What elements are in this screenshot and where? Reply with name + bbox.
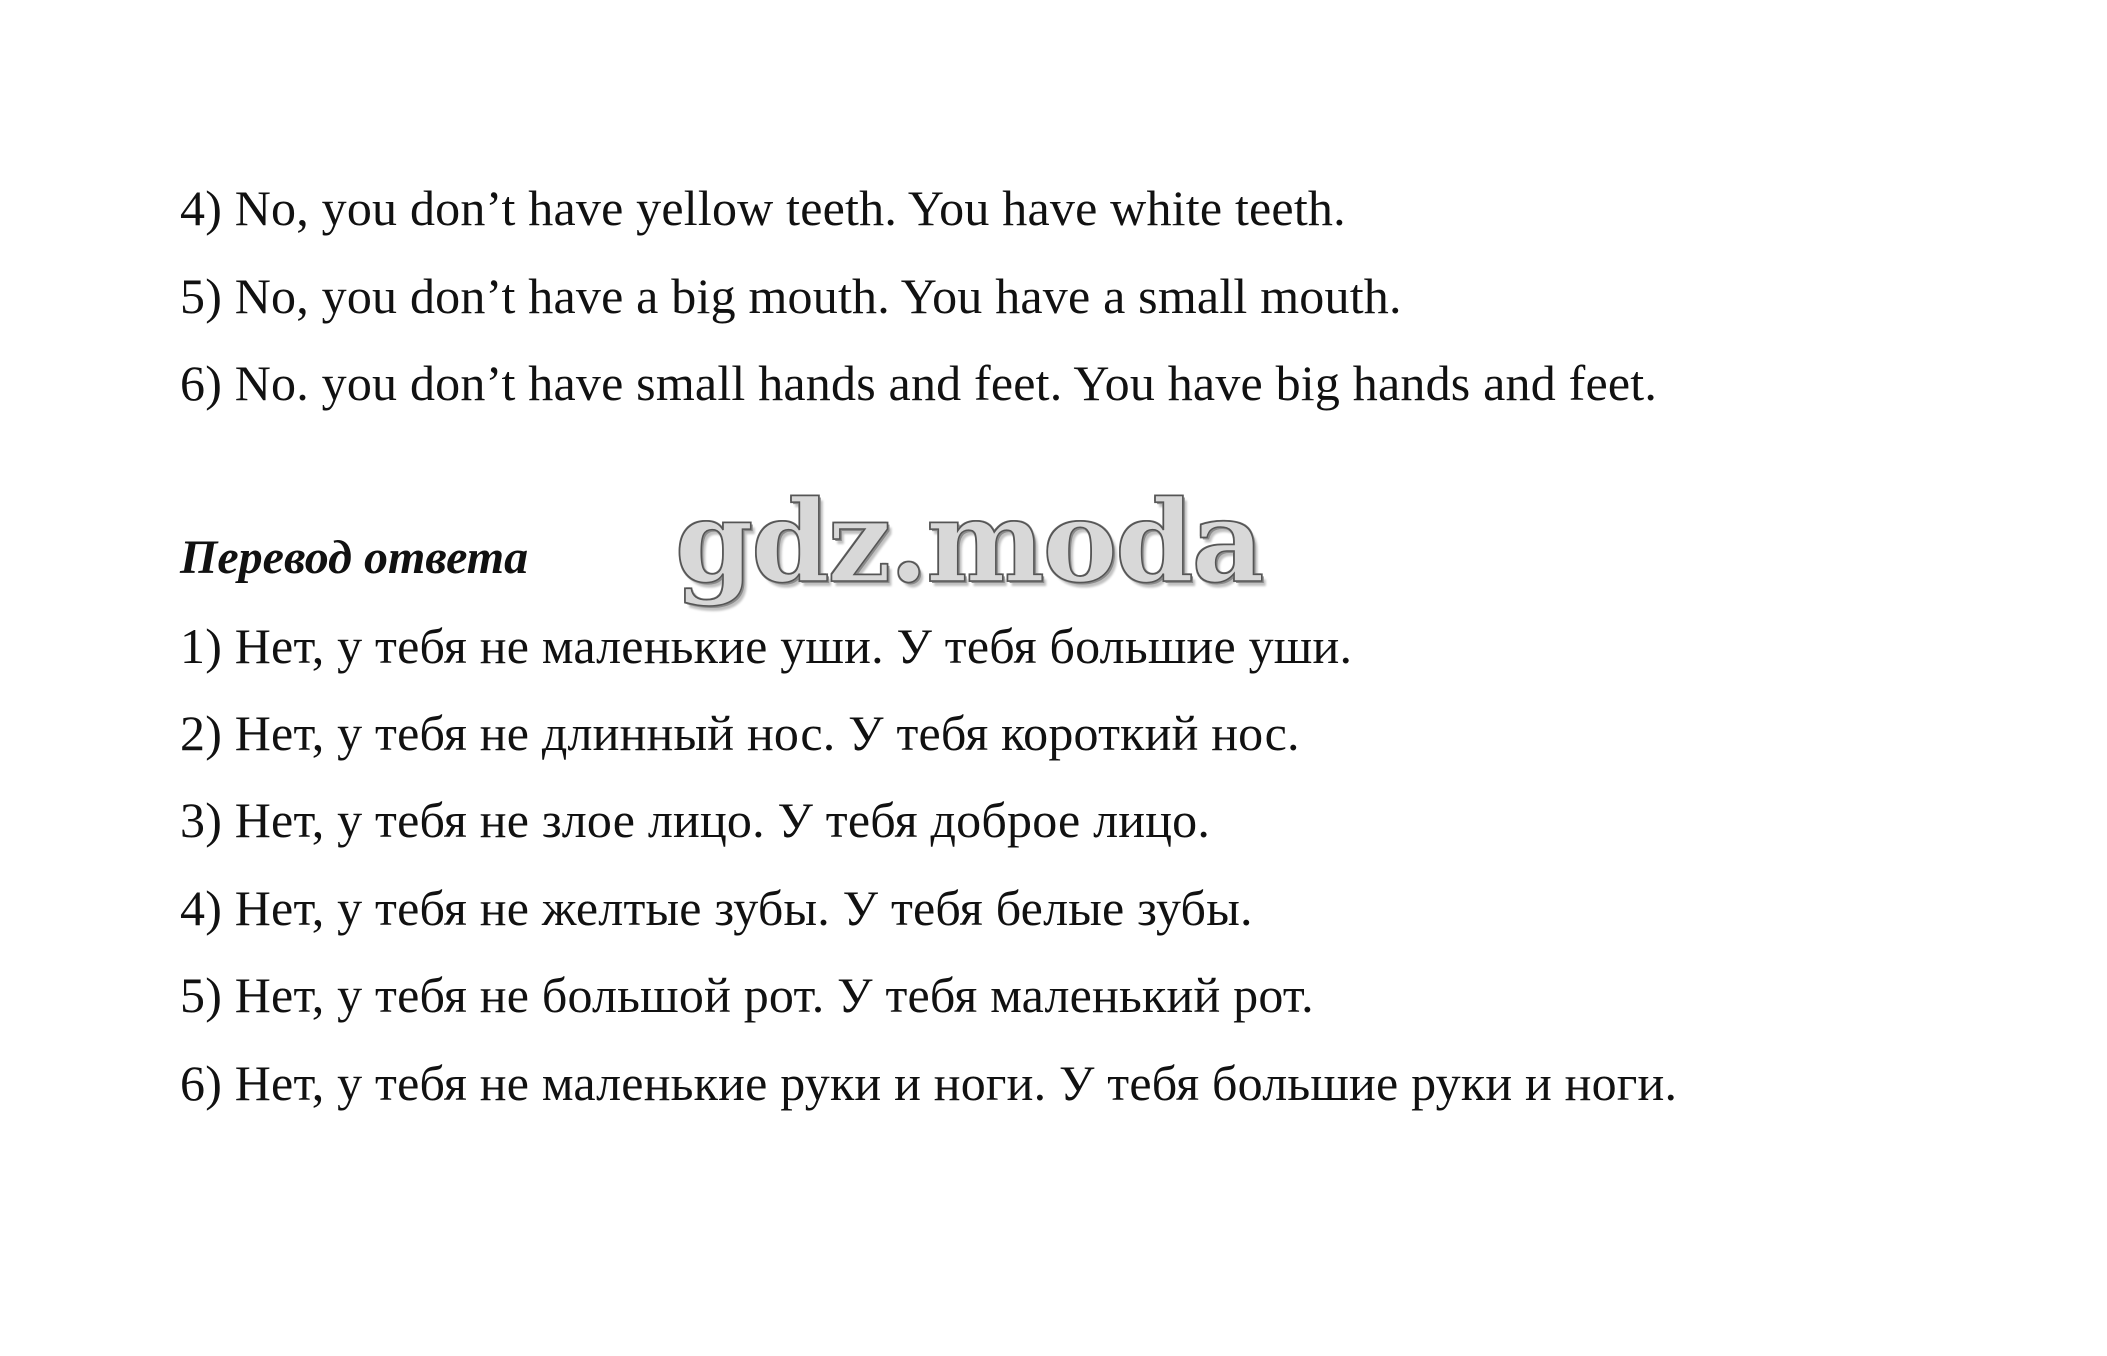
translation-line: 6) Нет, у тебя не маленькие руки и ноги. У тебя большие руки и ноги. (180, 1055, 1678, 1111)
translation-line: 1) Нет, у тебя не маленькие уши. У тебя большие уши. (180, 618, 1353, 674)
english-answer-line: 6) No. you don’t have small hands and feet. You have big hands and feet. (180, 355, 1658, 411)
english-answer-line: 4) No, you don’t have yellow teeth. You have white teeth. (180, 180, 1346, 236)
watermark-logo: gdz.moda (675, 477, 1263, 608)
translation-line: 3) Нет, у тебя не злое лицо. У тебя доброе лицо. (180, 792, 1211, 848)
translation-line: 5) Нет, у тебя не большой рот. У тебя маленький рот. (180, 967, 1314, 1023)
english-answer-line: 5) No, you don’t have a big mouth. You have a small mouth. (180, 268, 1402, 324)
translation-line: 2) Нет, у тебя не длинный нос. У тебя короткий нос. (180, 705, 1300, 761)
translation-heading: Перевод ответа (180, 531, 529, 584)
translation-line: 4) Нет, у тебя не желтые зубы. У тебя белые зубы. (180, 880, 1253, 936)
